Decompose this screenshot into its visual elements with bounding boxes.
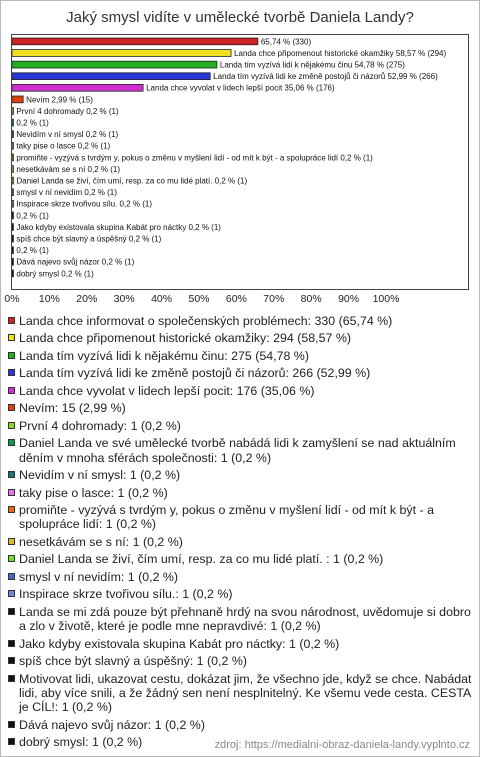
- legend-label: Nevidím v ní smysl: 1 (0,2 %): [19, 468, 181, 483]
- legend-label: spíš chce být slavný a úspěšný: 1 (0,2 %): [19, 654, 247, 669]
- bar-12: [12, 166, 13, 173]
- legend-swatch: [8, 506, 15, 513]
- bar-label-19: 0,2 % (1): [16, 246, 49, 256]
- legend-swatch: [8, 352, 15, 359]
- bar-label-20: Dává najevo svůj názor 0,2 % (1): [16, 257, 135, 267]
- bar-label-2: Landa chce připomenout historické okamžiky 58,57 % (294): [234, 48, 447, 58]
- bar-label-1: 65,74 % (330): [260, 37, 312, 47]
- x-tick-label: 20%: [76, 293, 98, 305]
- x-tick-label: 60%: [225, 293, 247, 305]
- legend-item: [8, 366, 476, 380]
- bar-16: [12, 212, 13, 219]
- legend-label: Landa chce vyvolat v lidech lepší pocit: 176 (35,06 %): [19, 383, 315, 398]
- legend-item: [8, 384, 476, 398]
- bar-label-13: Daniel Landa se živí, čím umí, resp. za co mu lidé platí. 0,2 % (1): [16, 176, 248, 186]
- bar-label-17: Jako kdyby existovala skupina Kabát pro náctky 0,2 % (1): [16, 222, 221, 232]
- bar-19: [12, 247, 13, 254]
- legend-item: [8, 552, 476, 566]
- legend-swatch: [8, 317, 15, 324]
- legend: [8, 314, 476, 753]
- bar-label-7: První 4 dohromady 0,2 % (1): [16, 106, 119, 116]
- bar-label-16: 0,2 % (1): [16, 211, 49, 221]
- bar-label-11: promiňte - vyzývá s tvrdým y, pokus o změnu v myšlení lidí - od mít k být - a spolupráce lidí 0,2 % (1): [16, 153, 373, 163]
- x-tick-label: 50%: [188, 293, 210, 305]
- legend-item: [8, 314, 476, 328]
- legend-label: Landa tím vyzívá lidi ke změně postojů či názorů: 266 (52,99 %): [19, 366, 371, 381]
- bar-5: [12, 84, 143, 91]
- legend-swatch: [8, 489, 15, 496]
- bar-21: [12, 270, 13, 277]
- bar-label-14: smysl v ní nevidím 0,2 % (1): [16, 188, 117, 198]
- legend-swatch: [8, 422, 15, 429]
- legend-label: Motivovat lidi, ukazovat cestu, dokázat jim, že všechno jde, když se chce. Nabádat lidi, aby více snili, a že žádný sen není nesplnitelný. Ke všemu vede cesta. CESTA je CÍL!: 1 (0,2 %): [19, 671, 472, 715]
- bar-20: [12, 258, 13, 265]
- bar-1: [12, 38, 258, 45]
- legend-item: [8, 468, 476, 482]
- bar-8: [12, 119, 13, 126]
- bar-11: [12, 154, 13, 161]
- bar-9: [12, 131, 13, 138]
- legend-swatch: [8, 387, 15, 394]
- x-tick-label: 0%: [4, 293, 20, 305]
- legend-label: taky pise o lasce: 1 (0,2 %): [19, 485, 168, 500]
- bar-17: [12, 224, 13, 231]
- legend-swatch: [8, 334, 15, 341]
- bar-label-5: Landa chce vyvolat v lidech lepší pocit 35,06 % (176): [146, 83, 335, 93]
- legend-item: [8, 718, 476, 732]
- x-tick-label: 90%: [338, 293, 360, 305]
- legend-label: První 4 dohromady: 1 (0,2 %): [19, 418, 181, 433]
- legend-label: Landa tím vyzívá lidi k nějakému činu: 275 (54,78 %): [19, 348, 309, 363]
- legend-swatch: [8, 538, 15, 545]
- legend-swatch: [8, 657, 15, 664]
- bar-14: [12, 189, 13, 196]
- legend-item: [8, 419, 476, 433]
- bar-label-3: Landa tím vyzívá lidi k nějakému činu 54,78 % (275): [219, 60, 405, 70]
- legend-item: [8, 401, 476, 415]
- legend-swatch: [8, 439, 15, 446]
- legend-label: Daniel Landa se živí, čím umí, resp. za co mu lidé platí. : 1 (0,2 %): [19, 552, 384, 567]
- legend-label: promiňte - vyzývá s tvrdým y, pokus o změnu v myšlení lidí - od mít k být - a spolupráce lidí: 1 (0,2 %): [19, 503, 434, 532]
- legend-label: Nevím: 15 (2,99 %): [19, 401, 126, 416]
- legend-swatch: [8, 608, 15, 615]
- legend-label: nesetkávám se s ní: 1 (0,2 %): [19, 534, 183, 549]
- legend-swatch: [8, 404, 15, 411]
- chart-title: Jaký smysl vidíte v umělecké tvorbě Daniela Landy?: [66, 9, 414, 26]
- legend-swatch: [8, 590, 15, 597]
- x-tick-label: 10%: [38, 293, 60, 305]
- bar-label-21: dobrý smysl 0,2 % (1): [16, 269, 94, 279]
- legend-item: [8, 535, 476, 549]
- legend-item: [8, 605, 476, 634]
- bar-2: [12, 50, 231, 57]
- bar-15: [12, 200, 13, 207]
- legend-item: [8, 672, 476, 715]
- legend-label: Daniel Landa ve své umělecké tvorbě nabádá lidi k zamyšlení se nad aktuálním děním v mnoha sférách společnosti: 1 (0,2 %): [19, 436, 456, 465]
- legend-swatch: [8, 721, 15, 728]
- bar-6: [12, 96, 23, 103]
- bar-3: [12, 61, 217, 68]
- legend-item: [8, 331, 476, 345]
- legend-swatch: [8, 675, 15, 682]
- source-note: zdroj: https://medialni-obraz-daniela-landy.vyplnto.cz: [214, 739, 470, 751]
- bar-18: [12, 235, 13, 242]
- legend-item: [8, 587, 476, 601]
- bar-chart-svg: [12, 35, 468, 289]
- bar-label-6: Nevím 2,99 % (15): [26, 95, 93, 105]
- bar-label-15: Inspirace skrze tvořivou sílu. 0,2 % (1): [16, 199, 153, 209]
- bar-label-8: 0,2 % (1): [16, 118, 49, 128]
- legend-item: [8, 503, 476, 532]
- bar-10: [12, 142, 13, 149]
- legend-label: Inspirace skrze tvořivou sílu.: 1 (0,2 %): [19, 587, 233, 602]
- legend-item: [8, 570, 476, 584]
- legend-swatch: [8, 471, 15, 478]
- legend-item: [8, 436, 476, 465]
- x-tick-label: 100%: [372, 293, 400, 305]
- x-tick-label: 70%: [263, 293, 285, 305]
- legend-swatch: [8, 738, 15, 745]
- legend-item: [8, 637, 476, 651]
- bar-label-18: spíš chce být slavný a úspěšný 0,2 % (1): [16, 234, 162, 244]
- bar-7: [12, 108, 13, 115]
- legend-label: smysl v ní nevidím: 1 (0,2 %): [19, 569, 179, 584]
- x-tick-label: 40%: [151, 293, 173, 305]
- plot-area: [11, 34, 469, 290]
- bar-label-10: taky pise o lasce 0,2 % (1): [16, 141, 111, 151]
- legend-label: Landa chce informovat o společenských problémech: 330 (65,74 %): [19, 314, 393, 328]
- bar-label-4: Landa tím vyzívá lidi ke změně postojů či názorů 52,99 % (266): [213, 72, 438, 82]
- x-tick-label: 80%: [300, 293, 322, 305]
- legend-label: Landa chce připomenout historické okamžiky: 294 (58,57 %): [19, 331, 351, 346]
- legend-label: Landa se mi zdá pouze být přehnaně hrdý na svou národnost, uvědomuje si dobro a zlo v životě, které je podle mne nepravdivé: 1 (0,2 %): [19, 604, 471, 634]
- legend-label: dobrý smysl: 1 (0,2 %): [19, 735, 143, 750]
- legend-item: [8, 486, 476, 500]
- legend-label: Dává najevo svůj názor: 1 (0,2 %): [19, 717, 205, 732]
- legend-swatch: [8, 640, 15, 647]
- legend-swatch: [8, 369, 15, 376]
- bar-13: [12, 177, 13, 184]
- legend-item: [8, 349, 476, 363]
- bar-4: [12, 73, 210, 80]
- legend-label: Jako kdyby existovala skupina Kabát pro náctky: 1 (0,2 %): [19, 636, 340, 651]
- legend-swatch: [8, 555, 15, 562]
- legend-item: [8, 654, 476, 668]
- bar-label-12: nesetkávám se s ní 0,2 % (1): [16, 164, 121, 174]
- legend-swatch: [8, 573, 15, 580]
- x-tick-label: 30%: [113, 293, 135, 305]
- bar-label-9: Nevidím v ní smysl 0,2 % (1): [16, 130, 119, 140]
